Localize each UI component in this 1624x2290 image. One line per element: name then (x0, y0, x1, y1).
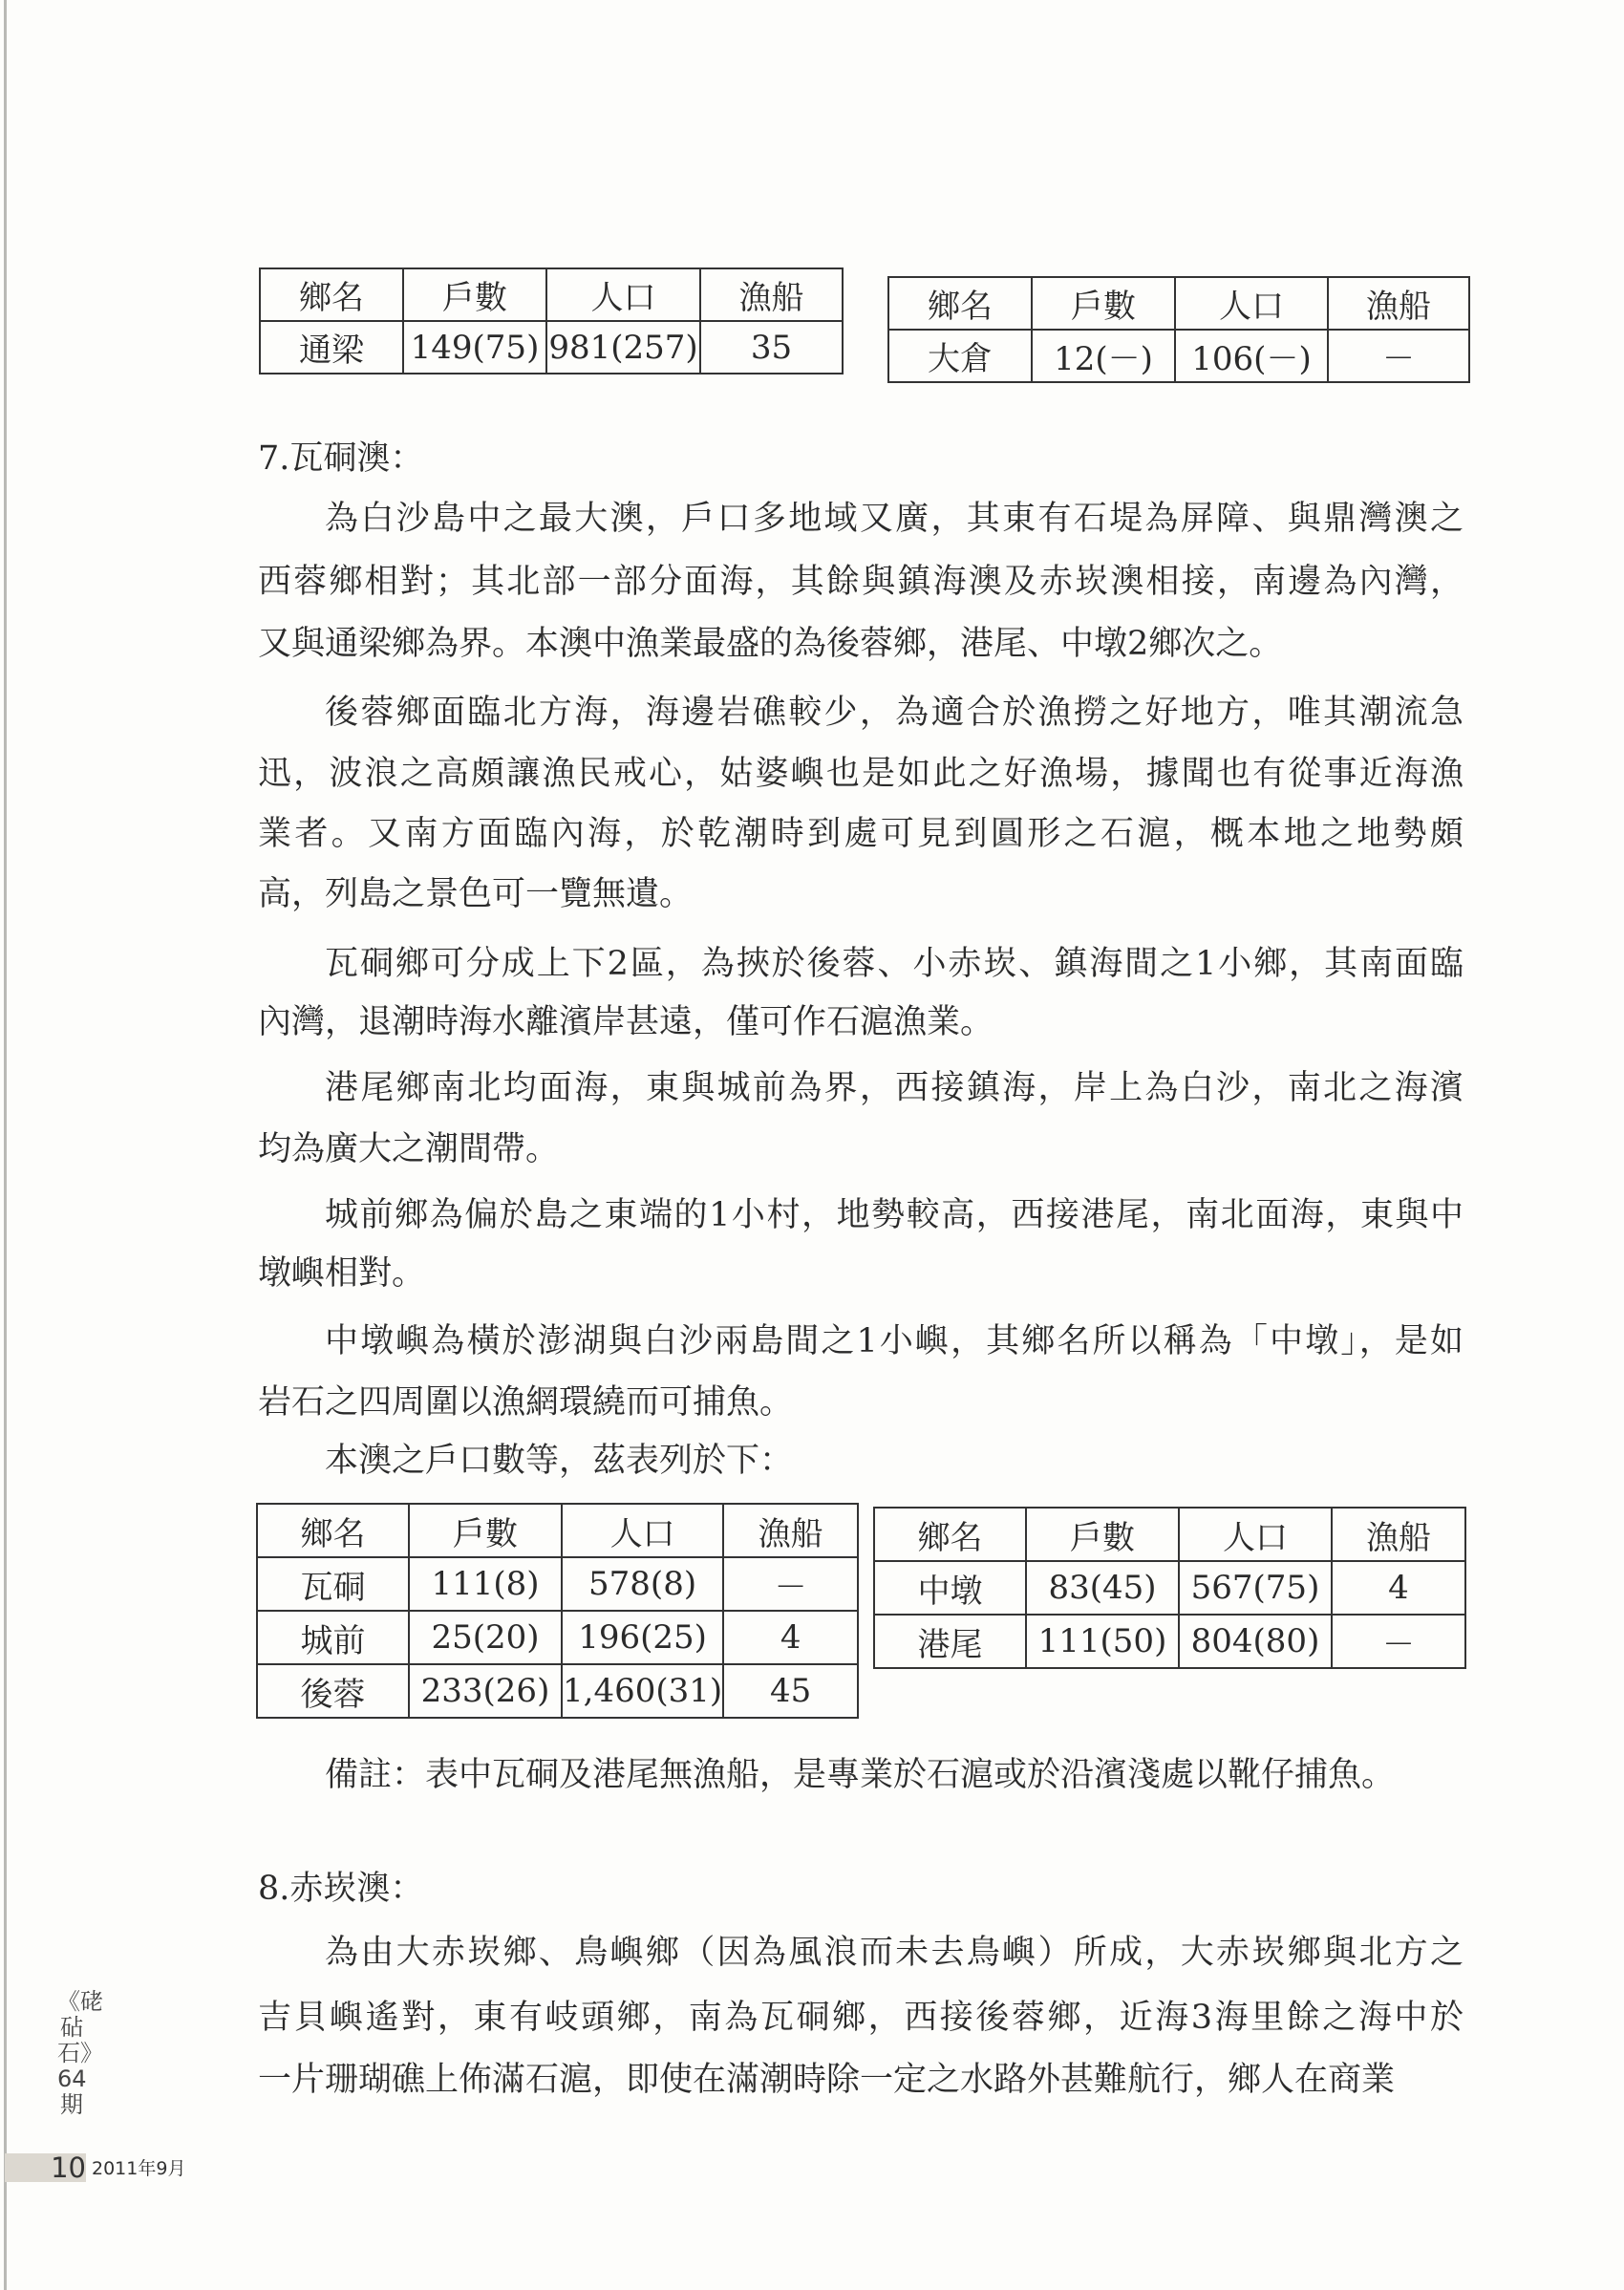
table-header-row (260, 268, 843, 321)
table-cell: 4 (723, 1611, 858, 1664)
table-row (888, 330, 1469, 382)
column-header: 戶數 (403, 268, 546, 321)
paragraph-line: 業者。又南方面臨內海，於乾潮時到處可見到圓形之石滬，概本地之地勢頗 (258, 815, 1464, 853)
paragraph-line: 又與通梁鄉為界。本澳中漁業最盛的為後蓉鄉，港尾、中墩2鄉次之。 (258, 625, 1283, 663)
table-row (257, 1664, 858, 1718)
table-cell: 111(8) (409, 1557, 562, 1611)
paragraph-line: 為由大赤崁鄉、鳥嶼鄉（因為風浪而未去鳥嶼）所成，大赤崁鄉與北方之 (325, 1934, 1464, 1972)
village-name-cell: 大倉 (888, 330, 1032, 382)
table-cell: 106(－) (1175, 330, 1328, 382)
population-table-right (873, 1507, 1466, 1669)
table-cell: 567(75) (1179, 1561, 1332, 1615)
table-cell: － (723, 1557, 858, 1611)
village-name-cell: 通梁 (260, 321, 403, 374)
table-header-row (888, 277, 1469, 330)
table-cell: 111(50) (1026, 1615, 1179, 1668)
table-cell: 233(26) (409, 1664, 562, 1718)
table-header-row (257, 1504, 858, 1557)
population-table-right (887, 276, 1470, 383)
journal-title-vertical: 《硓砧石》64期 (57, 1988, 103, 2118)
village-name-cell: 後蓉 (257, 1664, 409, 1718)
table-row (257, 1611, 858, 1664)
paragraph-line: 港尾鄉南北均面海，東與城前為界，西接鎮海，岸上為白沙，南北之海濱 (325, 1069, 1464, 1107)
table-cell: 25(20) (409, 1611, 562, 1664)
column-header: 漁船 (723, 1504, 858, 1557)
column-header: 戶數 (1032, 277, 1175, 330)
column-header: 人口 (562, 1504, 723, 1557)
page-edge (4, 0, 7, 2290)
paragraph-line: 均為廣大之潮間帶。 (258, 1130, 560, 1168)
paragraph-line: 為白沙島中之最大澳，戶口多地域又廣，其東有石堤為屏障、與鼎灣澳之 (325, 500, 1464, 538)
table-note: 備註：表中瓦硐及港尾無漁船，是專業於石滬或於沿濱淺處以靴仔捕魚。 (325, 1756, 1396, 1794)
population-table-left (259, 268, 844, 375)
table-row (260, 321, 843, 374)
population-table-left (256, 1503, 859, 1719)
table-cell: 4 (1332, 1561, 1465, 1615)
table-cell: 83(45) (1026, 1561, 1179, 1615)
paragraph-line: 本澳之戶口數等，茲表列於下： (325, 1442, 794, 1480)
section-heading: 8.赤崁澳： (258, 1870, 424, 1908)
paragraph-line: 瓦硐鄉可分成上下2區，為挾於後蓉、小赤崁、鎮海間之1小鄉，其南面臨 (325, 945, 1464, 983)
paragraph-line: 墩嶼相對。 (258, 1254, 426, 1293)
column-header: 人口 (1179, 1508, 1332, 1561)
table-cell: 149(75) (403, 321, 546, 374)
column-header: 漁船 (700, 268, 843, 321)
table-cell: 578(8) (562, 1557, 723, 1611)
column-header: 戶數 (1026, 1508, 1179, 1561)
village-name-cell: 港尾 (874, 1615, 1026, 1668)
page-number: 10 (5, 2153, 86, 2182)
table-row (874, 1615, 1465, 1668)
column-header: 漁船 (1332, 1508, 1465, 1561)
table-cell: － (1332, 1615, 1465, 1668)
table-header-row (874, 1508, 1465, 1561)
table-cell: 981(257) (546, 321, 700, 374)
village-name-cell: 城前 (257, 1611, 409, 1664)
column-header: 鄉名 (874, 1508, 1026, 1561)
paragraph-line: 一片珊瑚礁上佈滿石滬，即使在滿潮時除一定之水路外甚難航行，鄉人在商業 (258, 2061, 1396, 2099)
issue-date: 2011年9月 (92, 2158, 186, 2179)
paragraph-line: 後蓉鄉面臨北方海，海邊岩礁較少，為適合於漁撈之好地方，唯其潮流急 (325, 694, 1464, 732)
column-header: 鄉名 (260, 268, 403, 321)
paragraph-line: 中墩嶼為橫於澎湖與白沙兩島間之1小嶼，其鄉名所以稱為「中墩」，是如 (325, 1322, 1464, 1360)
table-cell: 12(－) (1032, 330, 1175, 382)
paragraph-line: 西蓉鄉相對；其北部一部分面海，其餘與鎮海澳及赤崁澳相接，南邊為內灣， (258, 563, 1464, 601)
paragraph-line: 迅，波浪之高頗讓漁民戒心，姑婆嶼也是如此之好漁場，據聞也有從事近海漁 (258, 755, 1464, 793)
table-cell: 196(25) (562, 1611, 723, 1664)
village-name-cell: 中墩 (874, 1561, 1026, 1615)
table-row (257, 1557, 858, 1611)
village-name-cell: 瓦硐 (257, 1557, 409, 1611)
column-header: 戶數 (409, 1504, 562, 1557)
paragraph-line: 內灣，退潮時海水離濱岸甚遠，僅可作石滬漁業。 (258, 1003, 994, 1041)
paragraph-line: 岩石之四周圍以漁網環繞而可捕魚。 (258, 1383, 794, 1422)
column-header: 人口 (546, 268, 700, 321)
table-row (874, 1561, 1465, 1615)
column-header: 人口 (1175, 277, 1328, 330)
column-header: 鄉名 (257, 1504, 409, 1557)
paragraph-line: 城前鄉為偏於島之東端的1小村，地勢較高，西接港尾，南北面海，東與中 (325, 1196, 1464, 1234)
table-cell: 35 (700, 321, 843, 374)
table-cell: 804(80) (1179, 1615, 1332, 1668)
paragraph-line: 高，列島之景色可一覽無遺。 (258, 875, 694, 913)
table-cell: 1,460(31) (562, 1664, 723, 1718)
table-cell: 45 (723, 1664, 858, 1718)
column-header: 鄉名 (888, 277, 1032, 330)
table-cell: － (1328, 330, 1469, 382)
paragraph-line: 吉貝嶼遙對，東有岐頭鄉，南為瓦硐鄉，西接後蓉鄉，近海3海里餘之海中於 (258, 1999, 1464, 2037)
column-header: 漁船 (1328, 277, 1469, 330)
section-heading: 7.瓦硐澳： (258, 439, 424, 478)
